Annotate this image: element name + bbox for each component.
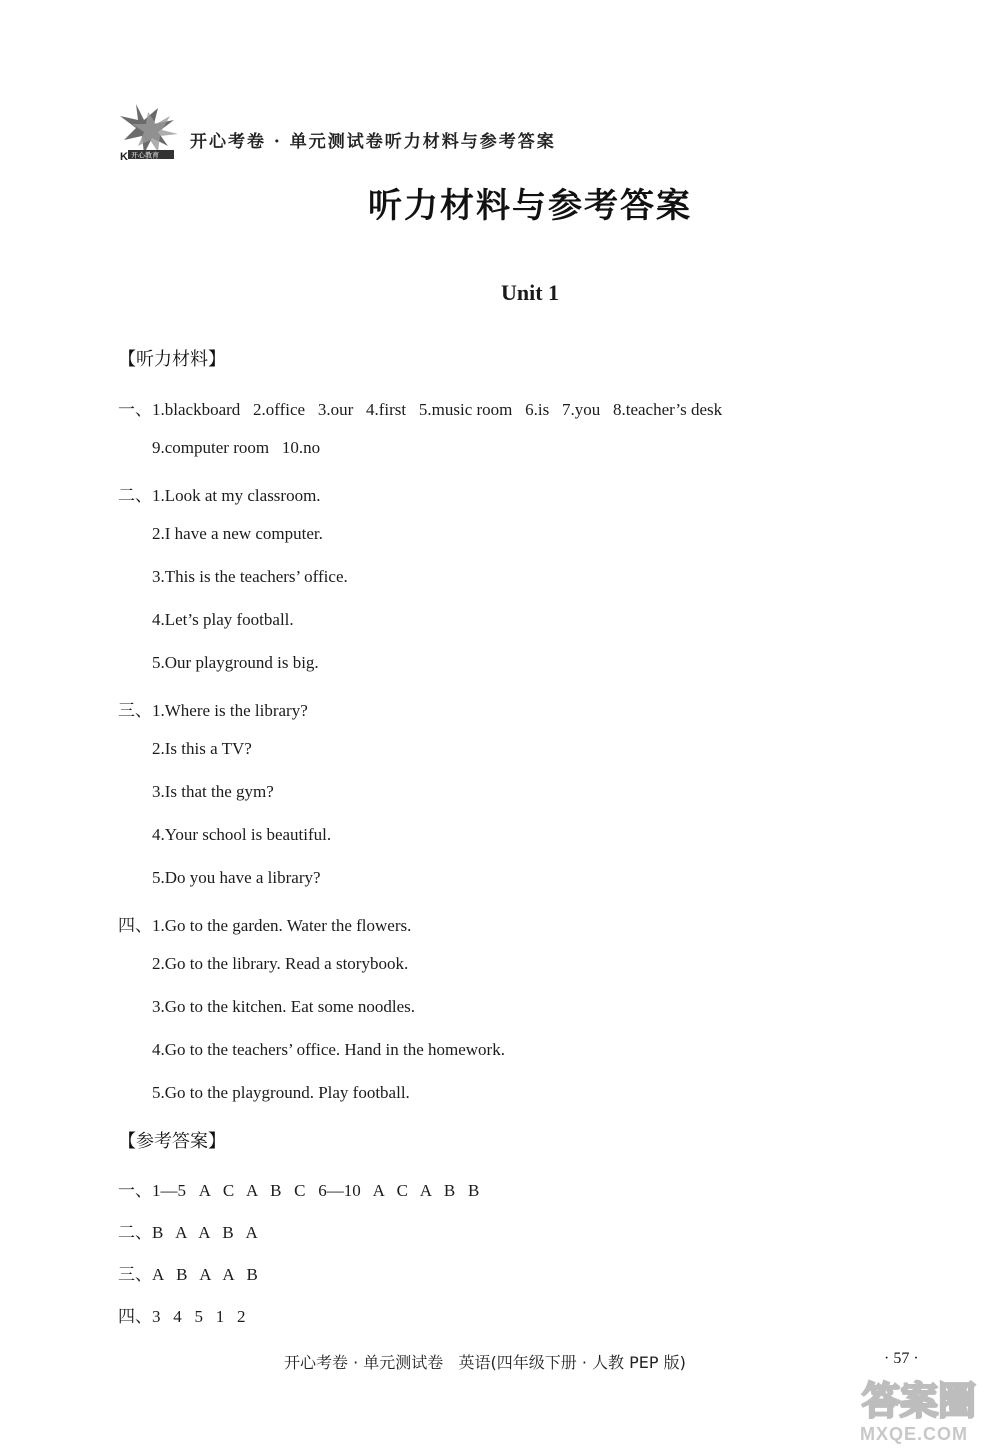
listening-line: 4.Go to the teachers’ office. Hand in the homework. bbox=[152, 1040, 505, 1059]
listening-line: 4.Your school is beautiful. bbox=[152, 825, 332, 844]
answer-line: 二、B A A B A bbox=[118, 1223, 258, 1242]
listening-line: 2.Go to the library. Read a storybook. bbox=[152, 954, 409, 973]
page-number: · 57 · bbox=[884, 1350, 919, 1367]
answer-line: 一、1—5 A C A B C 6—10 A C A B B bbox=[118, 1181, 480, 1200]
listening-line: 一、1.blackboard 2.office 3.our 4.first 5.music room 6.is 7.you 8.teacher’s desk bbox=[118, 400, 723, 419]
svg-text:K: K bbox=[120, 151, 128, 162]
listening-line: 三、1.Where is the library? bbox=[118, 701, 308, 720]
series-header: 开心考卷 · 单元测试卷听力材料与参考答案 bbox=[190, 132, 556, 152]
listening-heading: 【听力材料】 bbox=[118, 349, 226, 370]
unit-heading: Unit 1 bbox=[500, 280, 560, 305]
listening-line: 5.Do you have a library? bbox=[152, 868, 321, 887]
answer-line: 三、A B A A B bbox=[118, 1265, 258, 1284]
publisher-logo bbox=[118, 102, 188, 162]
footer-text: 开心考卷 · 单元测试卷 英语(四年级下册 · 人教 PEP 版) bbox=[284, 1353, 686, 1372]
listening-line: 二、1.Look at my classroom. bbox=[118, 486, 321, 505]
listening-line: 4.Let’s play football. bbox=[152, 610, 294, 629]
listening-line: 5.Go to the playground. Play football. bbox=[152, 1083, 410, 1102]
listening-line: 3.Is that the gym? bbox=[152, 782, 274, 801]
answer-line: 四、3 4 5 1 2 bbox=[118, 1307, 246, 1326]
listening-line: 5.Our playground is big. bbox=[152, 653, 319, 672]
watermark-chars: 答案圈 bbox=[862, 1379, 977, 1423]
listening-line: 3.Go to the kitchen. Eat some noodles. bbox=[152, 997, 415, 1016]
listening-line: 2.I have a new computer. bbox=[152, 524, 323, 543]
listening-line: 四、1.Go to the garden. Water the flowers. bbox=[118, 916, 412, 935]
watermark-site: MXQE.COM bbox=[860, 1424, 969, 1444]
listening-line: 9.computer room 10.no bbox=[152, 438, 321, 457]
answers-heading: 【参考答案】 bbox=[118, 1131, 226, 1152]
listening-line: 3.This is the teachers’ office. bbox=[152, 567, 348, 586]
page-title: 听力材料与参考答案 bbox=[368, 186, 692, 226]
logo-label: 开心教育 bbox=[131, 151, 159, 160]
listening-line: 2.Is this a TV? bbox=[152, 739, 252, 758]
